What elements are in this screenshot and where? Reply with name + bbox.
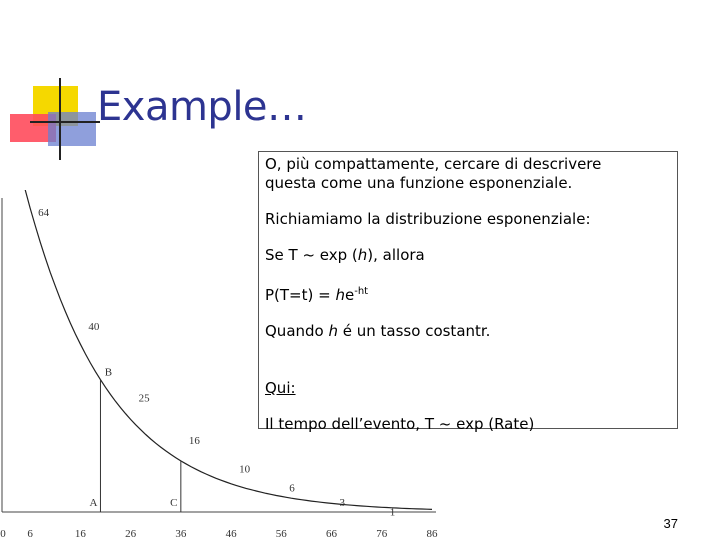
point-label: 3 [339,496,346,509]
constant-rate-symbol: h [328,322,338,340]
point-label: 64 [38,207,50,219]
rate-symbol: h [357,246,368,264]
qui-heading: Qui: [265,379,296,397]
x-tick-label: 56 [275,528,287,540]
page-number: 37 [663,516,678,531]
slide-logo [0,0,110,170]
constant-rate-line [265,322,671,341]
marker-top-label-b: B [104,366,113,379]
x-tick-label: 66 [326,528,338,540]
word-quando: Quando [265,322,329,340]
intro-line-2: questa come una funzione esponenziale. [265,174,573,192]
x-tick-label: 6 [27,528,33,540]
point-label: 25 [138,392,150,405]
explanation-textbox [258,151,678,433]
slide-title: Example… [97,84,307,130]
pdf-e: e [344,286,355,304]
point-label: 6 [289,482,295,495]
intro-line-1: O, più compattamente, cercare di descrivere [265,155,602,173]
recall-line: Richiamiamo la distribuzione esponenziale: [265,210,591,228]
distribution-suffix: ), allora [367,246,425,264]
point-label: 16 [188,435,200,447]
distribution-prefix: Se T ~ exp ( [265,246,358,264]
x-tick-label: 86 [426,528,438,540]
x-tick-label: 36 [175,528,187,540]
chart-ticks-group [0,528,438,540]
pdf-formula-line [265,282,671,305]
marker-label-a: A [89,497,98,509]
pdf-prefix: P(T=t) = [265,286,336,304]
pdf-exponent: -ht [354,286,369,297]
pdf-rate-symbol: h [335,286,345,304]
marker-label-c: C [170,497,178,509]
x-tick-label: 46 [225,528,237,540]
x-tick-label: 76 [376,528,388,540]
point-label: 40 [88,321,100,333]
distribution-line [265,246,671,265]
constant-rate-suffix: é un tasso costantr. [338,322,491,340]
x-tick-label: 26 [125,528,137,540]
x-tick-label: 16 [74,528,86,540]
logo-blue-square [48,112,96,146]
event-time-line: Il tempo dell’evento, T ~ exp (Rate) [265,415,535,433]
x-tick-label: 0 [0,528,6,540]
point-label: 1 [389,506,396,519]
point-label: 10 [239,463,251,476]
